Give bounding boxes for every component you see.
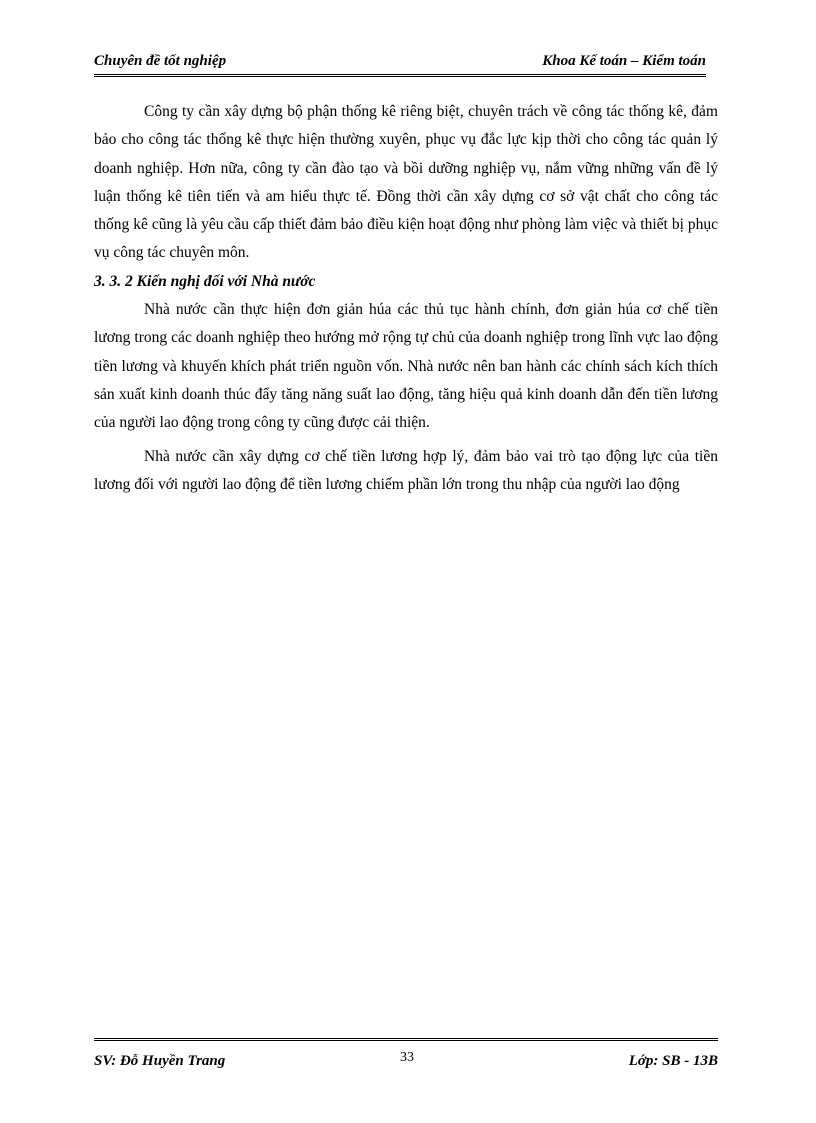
footer-class: Lớp: SB - 13B	[628, 1053, 718, 1069]
section-heading: 3. 3. 2 Kiến nghị đối với Nhà nước	[94, 272, 316, 290]
footer-student-name: SV: Đỗ Huyền Trang	[94, 1053, 226, 1069]
header-faculty: Khoa Kế toán – Kiểm toán	[542, 53, 706, 69]
body-paragraph-3: Nhà nước cần xây dựng cơ chế tiền lương hợp lý, đảm bảo vai trò tạo động lực của tiền lương đối với người lao động để tiền lương chiếm phần lớn trong thu nhập của người lao động	[94, 447, 718, 493]
page-number: 33	[400, 1050, 414, 1065]
page-header	[94, 50, 706, 77]
header-thesis-title: Chuyên đề tốt nghiệp	[94, 53, 227, 69]
body-paragraph-2: Nhà nước cần thực hiện đơn giản húa các thủ tục hành chính, đơn giản húa cơ chế tiền lương trong các doanh nghiệp theo hướng mở rộng tự chủ của doanh nghiệp trong lĩnh vực lao động tiền lương và khuyến khích phát triển nguồn vốn. Nhà nước nên ban hành các chính sách kích thích sản xuất kinh doanh thúc đẩy tăng năng suất lao động, tăng hiệu quả kinh doanh dẫn đến tiền lương của người lao động trong công ty cũng được cải thiện.	[94, 301, 718, 432]
body-paragraph-1: Công ty cần xây dựng bộ phận thống kê riêng biệt, chuyên trách về công tác thống kê, đảm bảo cho công tác thống kê thực hiện thường xuyên, phục vụ đắc lực kịp thời cho công tác quản lý doanh nghiệp. Hơn nữa, công ty cần đào tạo và bồi dưỡng nghiệp vụ, nắm vững những vấn đề lý luận thống kê tiên tiến và am hiểu thực tế. Đồng thời cần xây dựng cơ sở vật chất cho công tác thống kê cũng là yêu cầu cấp thiết đảm bảo điều kiện hoạt động như phòng làm việc và thiết bị phục vụ công tác chuyên môn.	[94, 103, 718, 262]
page-content	[94, 98, 718, 499]
page-footer	[94, 1038, 718, 1081]
